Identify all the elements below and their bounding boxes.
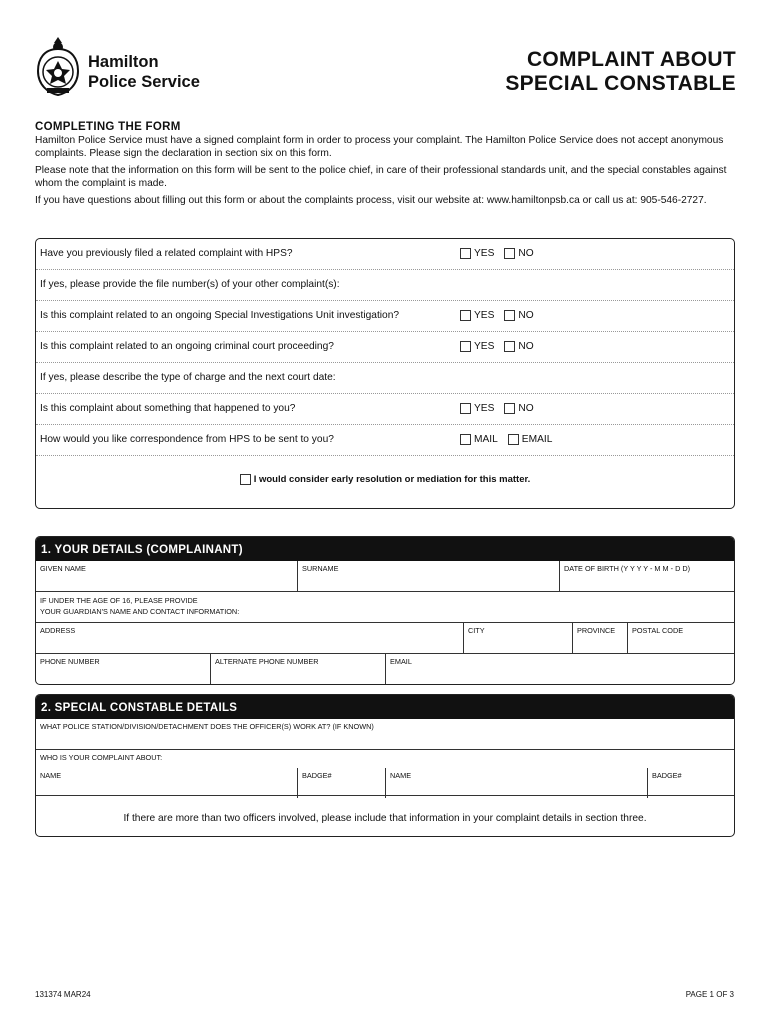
title-line1: COMPLAINT ABOUT: [526, 48, 736, 71]
question-label: Is this complaint about something that happened to you?: [40, 403, 296, 414]
officer-2-badge-field[interactable]: BADGE#: [652, 771, 682, 780]
yes-checkbox[interactable]: YES: [460, 403, 494, 414]
checkbox-icon[interactable]: [508, 434, 519, 445]
guardian-info-field[interactable]: IF UNDER THE AGE OF 16, PLEASE PROVIDE YOUR GUARDIAN'S NAME AND CONTACT INFORMATION:: [40, 596, 240, 616]
section-2-heading: 2. SPECIAL CONSTABLE DETAILS: [36, 695, 734, 719]
question-row-correspondence: [36, 425, 734, 456]
checkbox-icon[interactable]: [240, 474, 251, 485]
question-label: How would you like correspondence from HPS to be sent to you?: [40, 434, 334, 445]
no-checkbox[interactable]: NO: [504, 341, 533, 352]
question-row-court: [36, 332, 734, 363]
phone-number-field[interactable]: PHONE NUMBER: [36, 654, 211, 684]
early-resolution-row: [36, 456, 734, 508]
question-row-previous-complaint: [36, 239, 734, 270]
org-name-line2: Police Service: [88, 73, 200, 91]
intro-paragraph-3: If you have questions about filling out this form or about the complaints process, visit our website at: www.hamiltonpsb.ca or call us at: 905-546-2727.: [35, 195, 707, 206]
no-checkbox[interactable]: NO: [504, 310, 533, 321]
province-field[interactable]: PROVINCE: [573, 623, 628, 653]
checkbox-icon[interactable]: [460, 403, 471, 414]
checkbox-icon[interactable]: [460, 341, 471, 352]
yes-checkbox[interactable]: YES: [460, 341, 494, 352]
complaint-about-label: WHO IS YOUR COMPLAINT ABOUT:: [40, 753, 163, 762]
early-resolution-checkbox[interactable]: I would consider early resolution or mediation for this matter.: [36, 474, 734, 485]
question-label: If yes, please describe the type of charge and the next court date:: [40, 372, 336, 383]
postal-code-field[interactable]: POSTAL CODE: [632, 626, 684, 635]
mail-checkbox[interactable]: MAIL: [460, 434, 498, 445]
question-label: Is this complaint related to an ongoing Special Investigations Unit investigation?: [40, 310, 400, 321]
title-line2: SPECIAL CONSTABLE: [505, 72, 736, 95]
intro-heading: COMPLETING THE FORM: [35, 121, 181, 133]
intro-section: [35, 121, 737, 211]
form-code: 131374 MAR24: [35, 990, 91, 999]
checkbox-icon[interactable]: [504, 341, 515, 352]
checkbox-icon[interactable]: [460, 434, 471, 445]
police-crest-logo: [34, 35, 82, 97]
checkbox-icon[interactable]: [504, 248, 515, 259]
multiple-officers-note: If there are more than two officers involved, please include that information in your complaint details in section three.: [123, 813, 647, 824]
police-station-field[interactable]: WHAT POLICE STATION/DIVISION/DETACHMENT DOES THE OFFICER(S) WORK AT? (IF KNOWN): [40, 722, 374, 731]
question-label: Is this complaint related to an ongoing criminal court proceeding?: [40, 341, 334, 352]
complaint-about-block: [36, 750, 734, 795]
yes-checkbox[interactable]: YES: [460, 310, 494, 321]
alternate-phone-field[interactable]: ALTERNATE PHONE NUMBER: [211, 654, 386, 684]
question-label: If yes, please provide the file number(s) of your other complaint(s):: [40, 279, 340, 290]
checkbox-icon[interactable]: [460, 248, 471, 259]
page-number: PAGE 1 OF 3: [685, 990, 734, 999]
email-checkbox[interactable]: EMAIL: [508, 434, 553, 445]
question-row-siu: [36, 301, 734, 332]
no-checkbox[interactable]: NO: [504, 403, 533, 414]
intro-paragraph-2: Please note that the information on this form will be sent to the police chief, in care of their professional standards unit, and the special constables against whom the complaint is made.: [35, 165, 727, 189]
officer-1-badge-field[interactable]: BADGE#: [298, 768, 386, 798]
email-field[interactable]: EMAIL: [390, 657, 412, 666]
org-name-line1: Hamilton: [88, 53, 159, 71]
section-1-your-details: [35, 536, 735, 685]
checkbox-icon[interactable]: [504, 403, 515, 414]
organization-name: [88, 52, 200, 92]
officer-2-name-field[interactable]: NAME: [386, 768, 648, 798]
city-field[interactable]: CITY: [464, 623, 573, 653]
date-of-birth-field[interactable]: DATE OF BIRTH (Y Y Y Y - M M - D D): [564, 564, 691, 573]
preliminary-questions-box: [35, 238, 735, 509]
yes-checkbox[interactable]: YES: [460, 248, 494, 259]
question-row-happened-to-you: [36, 394, 734, 425]
no-checkbox[interactable]: NO: [504, 248, 533, 259]
document-title: [505, 48, 736, 96]
officer-1-name-field[interactable]: NAME: [36, 768, 298, 798]
question-label: Have you previously filed a related complaint with HPS?: [40, 248, 293, 259]
checkbox-icon[interactable]: [504, 310, 515, 321]
checkbox-icon[interactable]: [460, 310, 471, 321]
question-row-file-numbers[interactable]: [36, 270, 734, 301]
section-1-heading: 1. YOUR DETAILS (COMPLAINANT): [36, 537, 734, 561]
address-field[interactable]: ADDRESS: [36, 623, 464, 653]
intro-paragraph-1: Hamilton Police Service must have a signed complaint form in order to process your complaint. The Hamilton Police Service does not accept anonymous complaints. Please sign the declaration in section six on this form.: [35, 135, 724, 159]
given-name-field[interactable]: GIVEN NAME: [36, 561, 298, 591]
question-row-charge[interactable]: [36, 363, 734, 394]
section-2-special-constable: [35, 694, 735, 837]
surname-field[interactable]: SURNAME: [298, 561, 560, 591]
